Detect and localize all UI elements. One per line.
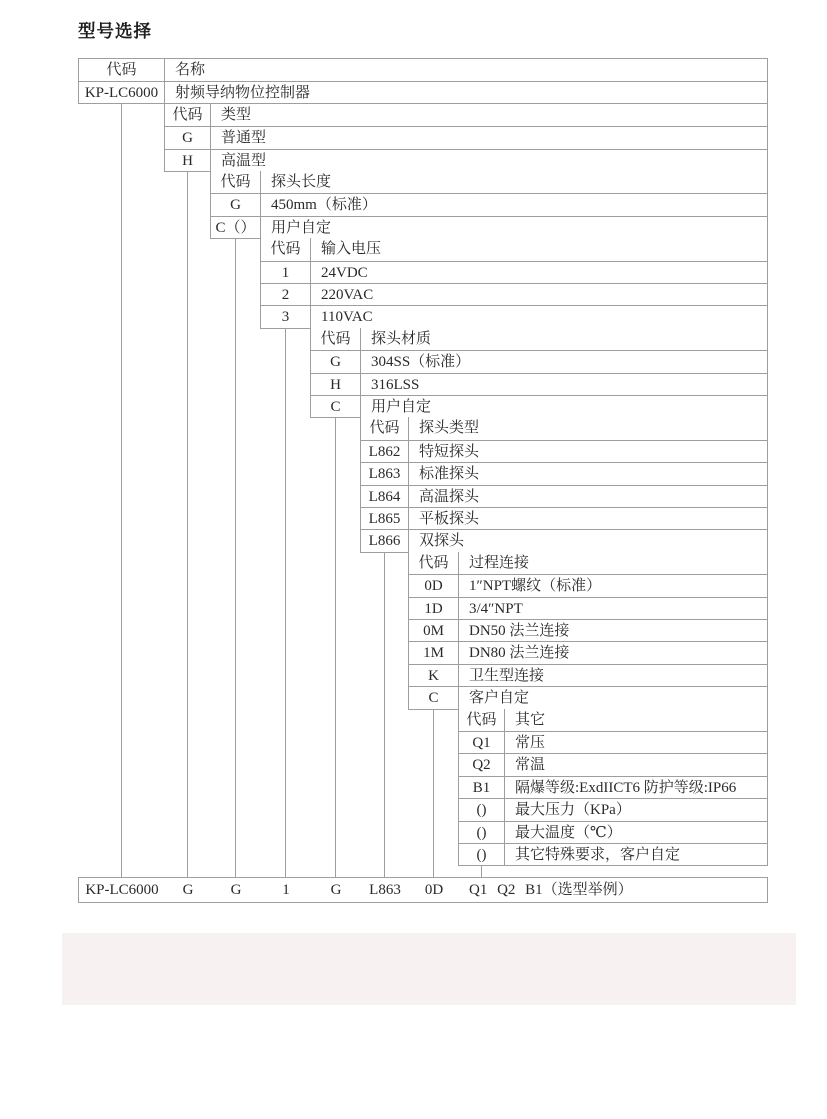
label-header-cell: 探头类型: [419, 420, 480, 437]
label-cell: 316LSS: [371, 376, 420, 393]
option-row: [361, 485, 767, 507]
code-cell: C: [311, 396, 361, 417]
footer-accent-band: [62, 933, 796, 1005]
option-row: [79, 81, 767, 103]
code-cell: (): [459, 822, 505, 843]
option-row: [361, 462, 767, 484]
option-row: [409, 597, 767, 619]
level-table-probe-material: [310, 328, 768, 419]
code-cell: G: [165, 127, 211, 148]
label-cell: 3/4″NPT: [469, 600, 523, 617]
label-cell: 其它特殊要求，客户自定: [515, 846, 681, 863]
option-row: [459, 776, 767, 798]
page-title: 型号选择: [78, 21, 152, 41]
example-value-model: KP-LC6000: [85, 882, 159, 898]
code-cell: 2: [261, 284, 311, 305]
label-header-cell: 探头材质: [371, 330, 432, 347]
level-table-probe-type: [360, 417, 768, 552]
option-row: [261, 261, 767, 283]
option-row: [311, 395, 767, 417]
code-header-cell: 代码: [361, 417, 409, 439]
label-header-cell: 其它: [515, 711, 546, 728]
label-cell: 高温型: [221, 152, 267, 169]
label-cell: 304SS（标准）: [371, 354, 471, 371]
option-row: [165, 149, 767, 171]
code-cell: H: [165, 150, 211, 171]
code-cell: L863: [361, 463, 409, 484]
connector-line-input-voltage: [285, 328, 286, 878]
label-cell: 隔爆等级:ExdIICT6 防护等级:IP66: [515, 779, 737, 796]
label-header-cell: 探头长度: [271, 174, 332, 190]
example-value-input-voltage: 1: [282, 882, 290, 898]
option-row: [409, 574, 767, 596]
option-row: [459, 731, 767, 753]
label-header-cell: 类型: [221, 106, 252, 123]
label-header-cell: 输入电压: [321, 241, 382, 258]
code-cell: (): [459, 799, 505, 820]
option-row: [409, 664, 767, 686]
option-row: [361, 507, 767, 529]
label-cell: 用户自定: [371, 398, 432, 415]
code-cell: Q2: [459, 754, 505, 775]
example-value-probe-length: G: [230, 882, 242, 898]
header-row-probe-material: [311, 328, 767, 350]
connector-line-probe-material: [335, 417, 336, 878]
header-row-input-voltage: [261, 238, 767, 260]
label-cell: 特短探头: [419, 443, 480, 460]
connector-line-type: [187, 171, 188, 878]
code-header-cell: 代码: [261, 238, 311, 260]
code-cell: 1: [261, 262, 311, 283]
code-cell: K: [409, 665, 459, 686]
level-table-process-connection: [408, 552, 768, 710]
code-header-cell: 代码: [409, 552, 459, 574]
option-row: [261, 283, 767, 305]
header-row-type: [165, 104, 767, 126]
code-cell: G: [311, 351, 361, 372]
code-cell: L864: [361, 486, 409, 507]
label-cell: 标准探头: [419, 466, 480, 483]
option-row: [459, 798, 767, 820]
code-cell: 0D: [409, 575, 459, 596]
label-cell: 最大温度（℃）: [515, 824, 622, 841]
label-header-cell: 过程连接: [469, 554, 530, 571]
label-cell: 最大压力（KPa）: [515, 802, 631, 819]
option-row: [459, 843, 767, 865]
label-cell: 高温探头: [419, 488, 480, 505]
code-cell: 1D: [409, 598, 459, 619]
code-cell: KP-LC6000: [79, 82, 165, 103]
example-value-probe-material: G: [330, 882, 342, 898]
label-header-cell: 名称: [175, 62, 206, 78]
example-value-process-connection: 0D: [424, 882, 444, 898]
code-header-cell: 代码: [459, 709, 505, 731]
connector-line-model: [121, 104, 122, 878]
code-cell: (): [459, 844, 505, 865]
option-row: [311, 350, 767, 372]
label-cell: 450mm（标准）: [271, 197, 377, 214]
label-cell: 常压: [515, 734, 546, 751]
label-cell: 普通型: [221, 130, 267, 147]
header-row-probe-length: [211, 171, 767, 193]
level-table-input-voltage: [260, 238, 768, 329]
example-suffix: Q1 Q2 B1（选型举例）: [469, 882, 633, 898]
option-row: [211, 216, 767, 238]
level-table-other: [458, 709, 768, 867]
header-row-other: [459, 709, 767, 731]
option-row: [409, 686, 767, 708]
level-table-model: [78, 58, 768, 104]
label-cell: 射频导纳物位控制器: [175, 85, 311, 102]
option-row: [261, 305, 767, 327]
option-row: [361, 440, 767, 462]
label-cell: 双探头: [419, 533, 465, 550]
option-row: [459, 753, 767, 775]
code-cell: Q1: [459, 732, 505, 753]
label-cell: 220VAC: [321, 286, 374, 303]
level-table-probe-length: [210, 171, 768, 239]
code-header-cell: 代码: [211, 171, 261, 193]
option-row: [211, 193, 767, 215]
code-header-cell: 代码: [79, 59, 165, 81]
label-cell: 1″NPT螺纹（标准）: [469, 578, 602, 595]
option-row: [311, 373, 767, 395]
code-cell: C: [409, 687, 459, 708]
option-row: [409, 619, 767, 641]
label-cell: 110VAC: [321, 309, 373, 326]
option-row: [361, 529, 767, 551]
label-cell: 用户自定: [271, 219, 332, 236]
example-value-type: G: [182, 882, 194, 898]
header-row-process-connection: [409, 552, 767, 574]
label-cell: 24VDC: [321, 264, 368, 281]
code-header-cell: 代码: [311, 328, 361, 350]
label-cell: DN80 法兰连接: [469, 645, 570, 662]
connector-line-process-connection: [433, 709, 434, 878]
level-table-type: [164, 104, 768, 172]
code-cell: 0M: [409, 620, 459, 641]
example-row: [78, 877, 768, 903]
header-row-model: [79, 59, 767, 81]
label-cell: 平板探头: [419, 510, 480, 527]
header-row-probe-type: [361, 417, 767, 439]
code-cell: C（）: [211, 217, 261, 238]
code-cell: H: [311, 374, 361, 395]
code-cell: 3: [261, 306, 311, 327]
option-row: [165, 126, 767, 148]
option-row: [409, 641, 767, 663]
example-value-probe-type: L863: [369, 882, 401, 898]
code-cell: L865: [361, 508, 409, 529]
code-header-cell: 代码: [165, 104, 211, 126]
code-cell: L866: [361, 530, 409, 551]
label-cell: 常温: [515, 757, 546, 774]
code-cell: G: [211, 194, 261, 215]
label-cell: 客户自定: [469, 690, 530, 707]
code-cell: 1M: [409, 642, 459, 663]
label-cell: DN50 法兰连接: [469, 622, 570, 639]
connector-line-probe-length: [235, 238, 236, 878]
code-cell: L862: [361, 441, 409, 462]
connector-line-probe-type: [384, 552, 385, 878]
code-cell: B1: [459, 777, 505, 798]
option-row: [459, 821, 767, 843]
label-cell: 卫生型连接: [469, 667, 545, 684]
